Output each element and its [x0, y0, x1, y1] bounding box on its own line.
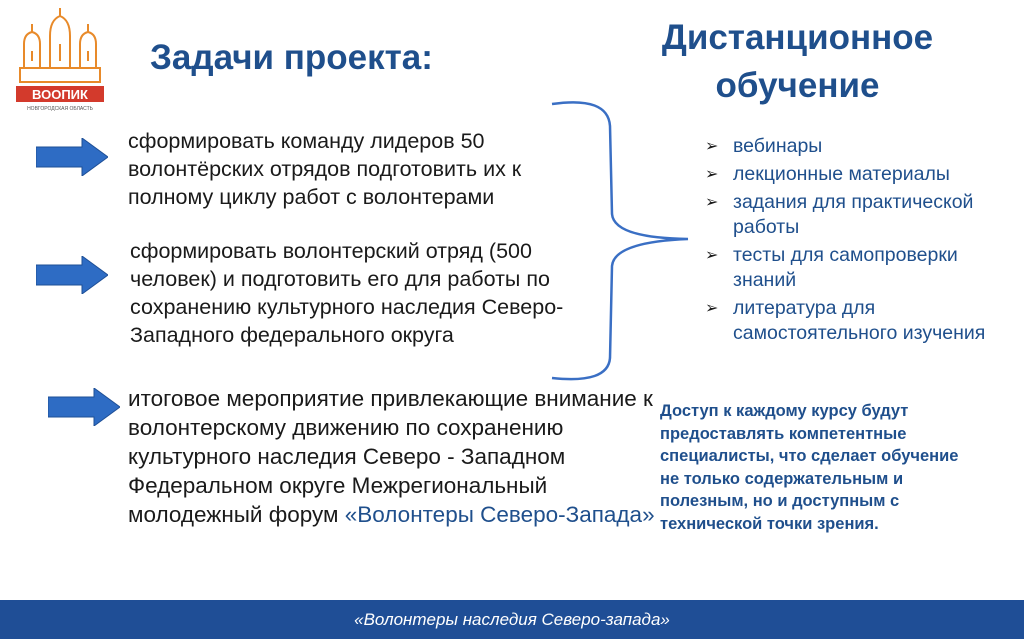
list-item: ➢ тесты для самопроверки знаний [705, 244, 958, 291]
right-arrow-icon [36, 138, 108, 176]
right-arrow-icon [36, 256, 108, 294]
logo-subtext: НОВГОРОДСКАЯ ОБЛАСТЬ [27, 106, 93, 112]
footer-text: «Волонтеры наследия Северо-запада» [354, 610, 670, 629]
task-item [128, 384, 668, 529]
distance-learning-list [705, 134, 1005, 349]
task-item: сформировать команду лидеров 50 волонтёрских отрядов подготовить их к полному циклу работ с волонтерами [128, 129, 522, 209]
logo-text: ВООПИК [32, 87, 88, 102]
list-item: ➢ задания для практической работы [705, 191, 974, 238]
task-item: сформировать волонтерский отряд (500 человек) и подготовить его для работы по сохранению культурного наследия Северо- Западного федерального округа [130, 239, 564, 347]
forum-name: «Волонтеры Северо-Запада» [344, 502, 655, 527]
chevron-right-icon: ➢ [705, 247, 719, 264]
list-item: ➢ вебинары [705, 135, 823, 157]
section-title: Дистанционное обучение [661, 18, 934, 105]
task-text: итоговое мероприятие привлекающие внимание к волонтерскому движению по сохранению культурного наследия Северо - Западном Федеральном округе Межрегиональный молодежный форум [128, 386, 653, 527]
curly-brace-icon [548, 96, 698, 386]
chevron-right-icon: ➢ [705, 166, 719, 183]
page-title: Задачи проекта: [150, 38, 433, 77]
list-item: ➢ литература для самостоятельного изучения [705, 297, 986, 344]
chevron-right-icon: ➢ [705, 194, 719, 211]
access-note: Доступ к каждому курсу будут предоставлять компетентные специалисты, что сделает обучение не только содержательным и полезным, но и доступным с технической точки зрения. [660, 402, 959, 533]
voopik-logo [12, 6, 108, 116]
chevron-right-icon: ➢ [705, 300, 719, 317]
chevron-right-icon: ➢ [705, 138, 719, 155]
list-item: ➢ лекционные материалы [705, 163, 950, 185]
right-arrow-icon [48, 388, 120, 426]
